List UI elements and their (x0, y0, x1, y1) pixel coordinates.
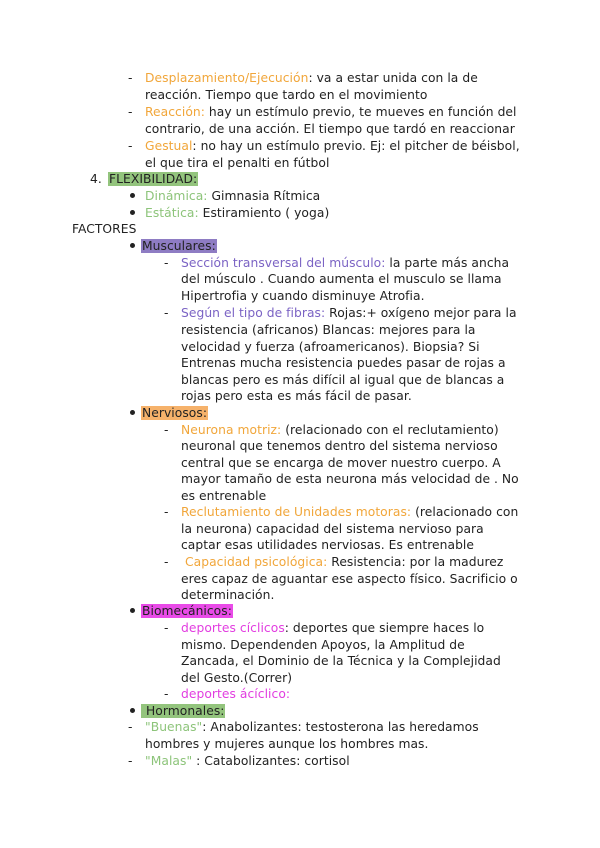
capacidad-line-2: eres capaz de aguantar ese aspecto físico. Sacrificio o (181, 572, 518, 586)
desplazamiento-line-1 (145, 70, 478, 87)
biomecanicos-highlight: Biomecánicos: (142, 604, 232, 618)
dash-bullet: - (164, 306, 169, 320)
dash-bullet: - (128, 71, 133, 85)
bullet-dot (130, 608, 135, 613)
seccion-line-2: del músculo . Cuando aumenta el musculo se llama (181, 272, 502, 286)
segun-line-1 (181, 305, 517, 322)
seccion-text: la parte más ancha (385, 256, 510, 270)
segun-line-5: blancas pero es más difícil al igual que de blancas a (181, 373, 505, 387)
factores-heading: FACTORES (72, 222, 137, 236)
gestual-line-1 (145, 138, 520, 155)
desplazamiento-line-2: reacción. Tiempo que tardo en el movimiento (145, 88, 428, 102)
segun-line-4: Entrenas mucha resistencia puedes pasar de rojas a (181, 356, 506, 370)
gestual-term: Gestual (145, 139, 193, 153)
malas-term: "Malas" (145, 754, 193, 768)
bullet-dot (130, 410, 135, 415)
dash-bullet: - (128, 105, 133, 119)
dash-bullet: - (164, 687, 169, 701)
dash-bullet: - (128, 720, 133, 734)
ciclicos-line-2: mismo. Dependenden Apoyos, la Amplitud de (181, 638, 465, 652)
dash-bullet: - (164, 555, 169, 569)
segun-line-2: resistencia (africanos) Blancas: mejores para la (181, 323, 476, 337)
flexibilidad-highlight: FLEXIBILIDAD: (109, 172, 198, 186)
ciclicos-line-4: del Gesto.(Correr) (181, 671, 293, 685)
capacidad-line-3: determinación. (181, 588, 275, 602)
buenas-line-1 (145, 719, 479, 736)
neurona-term: Neurona motriz: (181, 423, 282, 437)
reaccion-line-1 (145, 104, 517, 121)
gestual-text: : no hay un estímulo previo. Ej: el pitcher de béisbol, (192, 139, 520, 153)
malas-line (145, 753, 350, 770)
neurona-line-2: neuronal que tenemos dentro del sistema nervioso (181, 439, 498, 453)
musculares-heading (141, 238, 217, 255)
hormonales-heading (141, 703, 225, 720)
segun-term: Según el tipo de fibras: (181, 306, 326, 320)
reclutamiento-text: (relacionado con (411, 505, 519, 519)
reclutamiento-term: Reclutamiento de Unidades motoras: (181, 505, 412, 519)
neurona-text: (relacionado con el reclutamiento) (281, 423, 499, 437)
dash-bullet: - (128, 754, 133, 768)
reaccion-text: hay un estímulo previo, te mueves en función del (204, 105, 517, 119)
neurona-line-5: es entrenable (181, 489, 267, 503)
dash-bullet: - (164, 505, 169, 519)
dinamica-term: Dinámica: (145, 189, 208, 203)
dash-bullet: - (164, 423, 169, 437)
aciclico-line (181, 686, 290, 703)
ciclicos-text: : deportes que siempre haces lo (284, 621, 485, 635)
segun-line-3: velocidad y fuerza (afroamericanos). Biopsia? Si (181, 340, 480, 354)
reclutamiento-line-1 (181, 504, 518, 521)
ciclicos-line-1 (181, 620, 484, 637)
flexibilidad-heading (108, 171, 198, 188)
capacidad-term: Capacidad psicológica: (185, 555, 328, 569)
buenas-term: "Buenas" (145, 720, 203, 734)
list-number: 4. (90, 172, 102, 186)
dinamica-text: Gimnasia Rítmica (207, 189, 321, 203)
buenas-text: : Anabolizantes: testosterona las heredamos (202, 720, 479, 734)
reclutamiento-line-3: captar esas utilidades nerviosas. Es entrenable (181, 538, 475, 552)
estatica-term: Estática: (145, 206, 199, 220)
buenas-line-2: hombres y mujeres aunque los hombres mas. (145, 737, 429, 751)
gestual-line-2: el que tira el penalti en fútbol (145, 156, 330, 170)
neurona-line-3: central que se encarga de mover nuestro cuerpo. A (181, 456, 501, 470)
desplazamiento-text: : va a estar unida con la de (308, 71, 478, 85)
dash-bullet: - (164, 621, 169, 635)
hormonales-highlight: Hormonales: (142, 704, 225, 718)
nerviosos-highlight: Nerviosos: (142, 406, 208, 420)
biomecanicos-heading (141, 603, 233, 620)
desplazamiento-term: Desplazamiento/Ejecución (145, 71, 309, 85)
musculares-highlight: Musculares: (142, 239, 216, 253)
capacidad-text: Resistencia: por la madurez (327, 555, 504, 569)
aciclico-term: deportes ácíclico: (181, 687, 291, 701)
reclutamiento-line-2: la neurona) capacidad del sistema nervioso para (181, 522, 484, 536)
ciclicos-line-3: Zancada, el Dominio de la Técnica y la Complejidad (181, 654, 501, 668)
nerviosos-heading (141, 405, 208, 422)
neurona-line-1 (181, 422, 499, 439)
estatica-text: Estiramiento ( yoga) (198, 206, 330, 220)
neurona-line-4: mayor tamaño de esta neurona más velocidad de . No (181, 472, 519, 486)
seccion-term: Sección transversal del músculo: (181, 256, 386, 270)
dash-bullet: - (128, 139, 133, 153)
bullet-dot (130, 708, 135, 713)
dinamica-line (145, 188, 320, 205)
seccion-line-1 (181, 255, 509, 272)
dash-bullet: - (164, 256, 169, 270)
bullet-dot (130, 193, 135, 198)
malas-text: : Catabolizantes: cortisol (192, 754, 350, 768)
bullet-dot (130, 210, 135, 215)
capacidad-line-1 (181, 554, 503, 571)
reaccion-line-2: contrario, de una acción. El tiempo que tardó en reaccionar (145, 122, 515, 136)
bullet-dot (130, 243, 135, 248)
reaccion-term: Reacción: (145, 105, 205, 119)
segun-line-6: rojas pero esta es más fácil de pasar. (181, 389, 412, 403)
ciclicos-term: deportes cíclicos (181, 621, 285, 635)
estatica-line (145, 205, 329, 222)
seccion-line-3: Hipertrofia y cuando disminuye Atrofia. (181, 289, 425, 303)
segun-text: Rojas:+ oxígeno mejor para la (325, 306, 517, 320)
